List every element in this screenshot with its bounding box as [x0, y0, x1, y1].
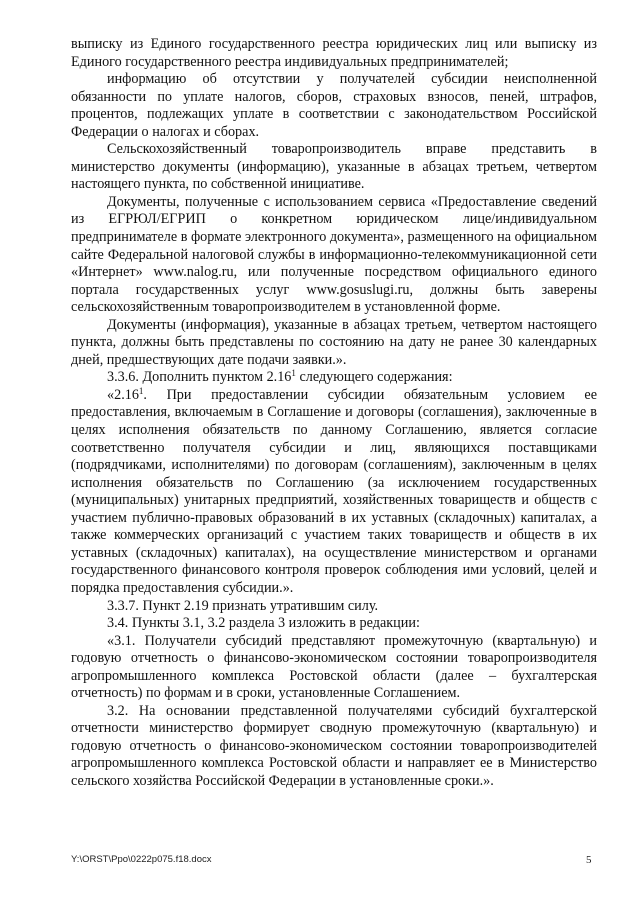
paragraph-6-sup: 1: [291, 368, 296, 379]
document-body: [71, 36, 597, 791]
paragraph-1: выписку из Единого государственного реестра юридических лиц или выписку из Единого государственного реестра индивидуальных предпринимателей;: [71, 36, 597, 70]
paragraph-10: «3.1. Получатели субсидий представляют промежуточную (квартальную) и годовую отчетность о финансово-экономическом состоянии товаропроизводителя агропромышленного комплекса Ростовской области (далее – бухгалтерская отчетность) по формам и в сроки, установленные Соглашением.: [71, 632, 597, 702]
paragraph-6-after: следующего содержания:: [295, 369, 453, 386]
paragraph-6: [71, 369, 597, 387]
paragraph-6-before: 3.3.6. Дополнить пунктом 2.16: [107, 369, 292, 386]
footer-file-path: Y:\ORST\Ppo\0222p075.f18.docx: [71, 854, 212, 865]
paragraph-7-before: «2.16: [107, 386, 139, 403]
paragraph-9: 3.4. Пункты 3.1, 3.2 раздела 3 изложить в редакции:: [107, 615, 420, 632]
paragraph-7-sup: 1: [138, 385, 144, 396]
paragraph-3: Сельскохозяйственный товаропроизводитель вправе представить в министерство документы (информацию), указанные в абзацах третьем, четвертом настоящего пункта, по собственной инициативе.: [71, 141, 597, 193]
paragraph-4: Документы, полученные с использованием сервиса «Предоставление сведений из ЕГРЮЛ/ЕГРИП о конкретном юридическом лице/индивидуальном предпринимателе в формате электронного документа», размещенного на официальном сайте Федеральной налоговой службы в информационно-телекоммуникационной сети «Интернет» www.nalog.ru, или полученные посредством официального единого портала государственных услуг www.gosuslugi.ru, должны быть заверены сельскохозяйственным товаропроизводителем в установленной форме.: [71, 193, 598, 316]
paragraph-11: 3.2. На основании представленной получателями субсидий бухгалтерской отчетности министерство формирует сводную промежуточную (квартальную) и годовую отчетность о финансово-экономическом состоянии товаропроизводителей агропромышленного комплекса Ростовской области и направляет ее в Министерство сельского хозяйства Российской Федерации в установленные сроки.».: [71, 702, 597, 789]
paragraph-2: информацию об отсутствии у получателей субсидии неисполненной обязанности по уплате налогов, сборов, страховых взносов, пеней, штрафов, процентов, подлежащих уплате в соответствии с законодательством Российской Федерации о налогах и сборах.: [71, 71, 597, 140]
paragraph-5: Документы (информация), указанные в абзацах третьем, четвертом настоящего пункта, должны быть представлены по состоянию на дату не ранее 30 календарных дней, предшествующих дате подачи заявки.».: [71, 316, 597, 368]
paragraph-7: [71, 387, 597, 598]
paragraph-8: 3.3.7. Пункт 2.19 признать утратившим силу.: [107, 597, 379, 614]
paragraph-7-after: . При предоставлении субсидии обязательным условием ее предоставления, включаемым в Соглашение и договоры (соглашения), заключенные в целях исполнения обязательств по данному Соглашению, является согласие соответственно получателя субсидии и лиц, являющихся поставщиками (подрядчиками, исполнителями) по договорам (соглашениям), заключенным в целях исполнения обязательств по Соглашению (за исключением государственных (муниципальных) унитарных предприятий, хозяйственных товариществ и обществ с участием публично-правовых образований в их уставных (складочных) капиталах, а также коммерческих организаций с участием таких товариществ и обществ в их уставных (складочных) капиталах), на осуществление министерством и органами государственного финансового контроля проверок соблюдения ими условий, целей и порядка предоставления субсидии.».: [71, 386, 597, 596]
footer-page-number: 5: [586, 854, 592, 866]
